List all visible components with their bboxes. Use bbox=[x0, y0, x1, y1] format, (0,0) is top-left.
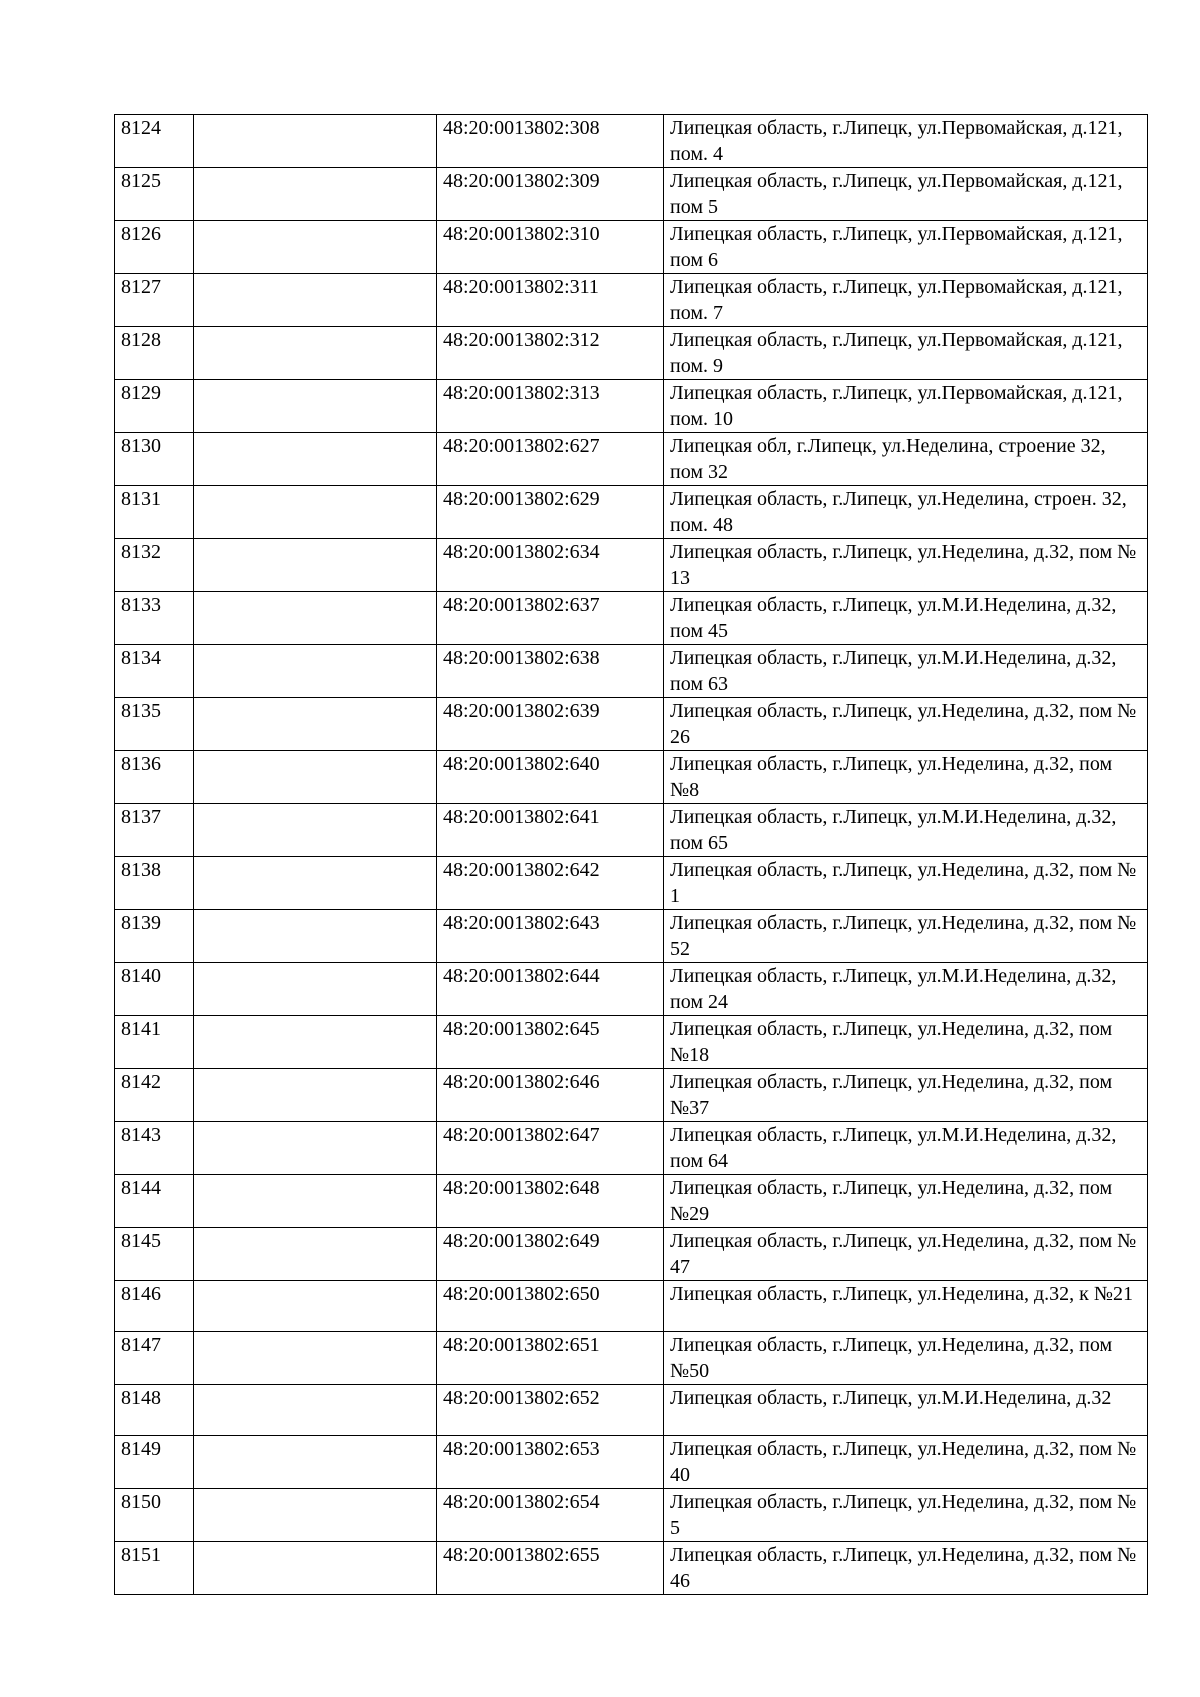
cadastral-number: 48:20:0013802:309 bbox=[437, 168, 664, 221]
empty-cell bbox=[194, 1385, 437, 1436]
cadastral-number: 48:20:0013802:313 bbox=[437, 380, 664, 433]
address: Липецкая область, г.Липецк, ул.Первомайская, д.121, пом. 9 bbox=[664, 327, 1148, 380]
cadastral-number: 48:20:0013802:646 bbox=[437, 1069, 664, 1122]
empty-cell bbox=[194, 1542, 437, 1595]
cadastral-number: 48:20:0013802:639 bbox=[437, 698, 664, 751]
cadastral-number: 48:20:0013802:644 bbox=[437, 963, 664, 1016]
table-row bbox=[115, 1016, 1148, 1069]
empty-cell bbox=[194, 804, 437, 857]
empty-cell bbox=[194, 1228, 437, 1281]
empty-cell bbox=[194, 327, 437, 380]
empty-cell bbox=[194, 1122, 437, 1175]
address: Липецкая область, г.Липецк, ул.Первомайская, д.121, пом. 7 bbox=[664, 274, 1148, 327]
cadastral-number: 48:20:0013802:637 bbox=[437, 592, 664, 645]
table-row bbox=[115, 1332, 1148, 1385]
address: Липецкая область, г.Липецк, ул.Первомайская, д.121, пом 6 bbox=[664, 221, 1148, 274]
row-number: 8139 bbox=[115, 910, 194, 963]
table-row bbox=[115, 804, 1148, 857]
address: Липецкая область, г.Липецк, ул.Неделина, д.32, пом №50 bbox=[664, 1332, 1148, 1385]
empty-cell bbox=[194, 115, 437, 168]
address: Липецкая область, г.Липецк, ул.Неделина, д.32, пом № 46 bbox=[664, 1542, 1148, 1595]
empty-cell bbox=[194, 1281, 437, 1332]
table-row bbox=[115, 1385, 1148, 1436]
row-number: 8149 bbox=[115, 1436, 194, 1489]
empty-cell bbox=[194, 1489, 437, 1542]
row-number: 8141 bbox=[115, 1016, 194, 1069]
address: Липецкая область, г.Липецк, ул.Неделина, д.32, пом №29 bbox=[664, 1175, 1148, 1228]
row-number: 8147 bbox=[115, 1332, 194, 1385]
empty-cell bbox=[194, 433, 437, 486]
cadastral-number: 48:20:0013802:308 bbox=[437, 115, 664, 168]
table-row bbox=[115, 910, 1148, 963]
row-number: 8127 bbox=[115, 274, 194, 327]
address: Липецкая область, г.Липецк, ул.М.И.Неделина, д.32, пом 63 bbox=[664, 645, 1148, 698]
cadastral-number: 48:20:0013802:649 bbox=[437, 1228, 664, 1281]
address: Липецкая область, г.Липецк, ул.Неделина, д.32, пом №37 bbox=[664, 1069, 1148, 1122]
table-row bbox=[115, 221, 1148, 274]
cadastral-number: 48:20:0013802:627 bbox=[437, 433, 664, 486]
address: Липецкая область, г.Липецк, ул.М.И.Неделина, д.32, пом 24 bbox=[664, 963, 1148, 1016]
empty-cell bbox=[194, 168, 437, 221]
table-row bbox=[115, 645, 1148, 698]
table-row bbox=[115, 274, 1148, 327]
row-number: 8144 bbox=[115, 1175, 194, 1228]
address: Липецкая область, г.Липецк, ул.М.И.Неделина, д.32, пом 65 bbox=[664, 804, 1148, 857]
address: Липецкая область, г.Липецк, ул.М.И.Неделина, д.32, пом 64 bbox=[664, 1122, 1148, 1175]
row-number: 8133 bbox=[115, 592, 194, 645]
row-number: 8150 bbox=[115, 1489, 194, 1542]
empty-cell bbox=[194, 1175, 437, 1228]
empty-cell bbox=[194, 1436, 437, 1489]
cadastral-number: 48:20:0013802:642 bbox=[437, 857, 664, 910]
cadastral-number: 48:20:0013802:643 bbox=[437, 910, 664, 963]
address: Липецкая область, г.Липецк, ул.М.И.Неделина, д.32 bbox=[664, 1385, 1148, 1436]
address: Липецкая область, г.Липецк, ул.Неделина, д.32, пом №18 bbox=[664, 1016, 1148, 1069]
table-row bbox=[115, 1281, 1148, 1332]
cadastral-number: 48:20:0013802:648 bbox=[437, 1175, 664, 1228]
cadastral-number: 48:20:0013802:645 bbox=[437, 1016, 664, 1069]
table-row bbox=[115, 1436, 1148, 1489]
row-number: 8131 bbox=[115, 486, 194, 539]
empty-cell bbox=[194, 645, 437, 698]
address: Липецкая область, г.Липецк, ул.Неделина, строен. 32, пом. 48 bbox=[664, 486, 1148, 539]
empty-cell bbox=[194, 910, 437, 963]
cadastral-number: 48:20:0013802:651 bbox=[437, 1332, 664, 1385]
address: Липецкая область, г.Липецк, ул.Неделина, д.32, пом № 40 bbox=[664, 1436, 1148, 1489]
table-row bbox=[115, 539, 1148, 592]
address: Липецкая обл, г.Липецк, ул.Неделина, строение 32, пом 32 bbox=[664, 433, 1148, 486]
cadastral-number: 48:20:0013802:312 bbox=[437, 327, 664, 380]
cadastral-number: 48:20:0013802:634 bbox=[437, 539, 664, 592]
cadastral-number: 48:20:0013802:653 bbox=[437, 1436, 664, 1489]
row-number: 8126 bbox=[115, 221, 194, 274]
row-number: 8140 bbox=[115, 963, 194, 1016]
table-row bbox=[115, 433, 1148, 486]
row-number: 8148 bbox=[115, 1385, 194, 1436]
row-number: 8130 bbox=[115, 433, 194, 486]
row-number: 8135 bbox=[115, 698, 194, 751]
address: Липецкая область, г.Липецк, ул.Первомайская, д.121, пом 5 bbox=[664, 168, 1148, 221]
table-row bbox=[115, 327, 1148, 380]
table-row bbox=[115, 1228, 1148, 1281]
empty-cell bbox=[194, 221, 437, 274]
cadastral-number: 48:20:0013802:640 bbox=[437, 751, 664, 804]
row-number: 8138 bbox=[115, 857, 194, 910]
row-number: 8151 bbox=[115, 1542, 194, 1595]
empty-cell bbox=[194, 1069, 437, 1122]
row-number: 8143 bbox=[115, 1122, 194, 1175]
row-number: 8145 bbox=[115, 1228, 194, 1281]
row-number: 8129 bbox=[115, 380, 194, 433]
cadastral-number: 48:20:0013802:641 bbox=[437, 804, 664, 857]
cadastral-number: 48:20:0013802:310 bbox=[437, 221, 664, 274]
table-row bbox=[115, 963, 1148, 1016]
row-number: 8125 bbox=[115, 168, 194, 221]
table-row bbox=[115, 1175, 1148, 1228]
table-row bbox=[115, 592, 1148, 645]
table-row bbox=[115, 751, 1148, 804]
table-row bbox=[115, 486, 1148, 539]
row-number: 8128 bbox=[115, 327, 194, 380]
empty-cell bbox=[194, 963, 437, 1016]
cadastral-number: 48:20:0013802:654 bbox=[437, 1489, 664, 1542]
row-number: 8146 bbox=[115, 1281, 194, 1332]
table-row bbox=[115, 1489, 1148, 1542]
empty-cell bbox=[194, 592, 437, 645]
cadastral-number: 48:20:0013802:311 bbox=[437, 274, 664, 327]
cadastral-number: 48:20:0013802:629 bbox=[437, 486, 664, 539]
row-number: 8142 bbox=[115, 1069, 194, 1122]
row-number: 8132 bbox=[115, 539, 194, 592]
registry-table bbox=[114, 114, 1148, 1595]
address: Липецкая область, г.Липецк, ул.Первомайская, д.121, пом. 10 bbox=[664, 380, 1148, 433]
cadastral-number: 48:20:0013802:655 bbox=[437, 1542, 664, 1595]
address: Липецкая область, г.Липецк, ул.Неделина, д.32, пом № 1 bbox=[664, 857, 1148, 910]
table-row bbox=[115, 380, 1148, 433]
empty-cell bbox=[194, 539, 437, 592]
address: Липецкая область, г.Липецк, ул.М.И.Неделина, д.32, пом 45 bbox=[664, 592, 1148, 645]
row-number: 8124 bbox=[115, 115, 194, 168]
empty-cell bbox=[194, 1332, 437, 1385]
cadastral-number: 48:20:0013802:652 bbox=[437, 1385, 664, 1436]
table-row bbox=[115, 1069, 1148, 1122]
table-row bbox=[115, 857, 1148, 910]
table-row bbox=[115, 168, 1148, 221]
empty-cell bbox=[194, 751, 437, 804]
table-row bbox=[115, 1542, 1148, 1595]
empty-cell bbox=[194, 486, 437, 539]
cadastral-number: 48:20:0013802:650 bbox=[437, 1281, 664, 1332]
table-row bbox=[115, 1122, 1148, 1175]
empty-cell bbox=[194, 1016, 437, 1069]
table-row bbox=[115, 698, 1148, 751]
table-row bbox=[115, 115, 1148, 168]
address: Липецкая область, г.Липецк, ул.Неделина, д.32, пом №8 bbox=[664, 751, 1148, 804]
cadastral-number: 48:20:0013802:638 bbox=[437, 645, 664, 698]
row-number: 8136 bbox=[115, 751, 194, 804]
address: Липецкая область, г.Липецк, ул.Первомайская, д.121, пом. 4 bbox=[664, 115, 1148, 168]
address: Липецкая область, г.Липецк, ул.Неделина, д.32, пом № 47 bbox=[664, 1228, 1148, 1281]
row-number: 8137 bbox=[115, 804, 194, 857]
empty-cell bbox=[194, 698, 437, 751]
empty-cell bbox=[194, 380, 437, 433]
empty-cell bbox=[194, 857, 437, 910]
cadastral-number: 48:20:0013802:647 bbox=[437, 1122, 664, 1175]
address: Липецкая область, г.Липецк, ул.Неделина, д.32, пом № 5 bbox=[664, 1489, 1148, 1542]
empty-cell bbox=[194, 274, 437, 327]
registry-table-body bbox=[115, 115, 1148, 1595]
address: Липецкая область, г.Липецк, ул.Неделина, д.32, пом № 26 bbox=[664, 698, 1148, 751]
address: Липецкая область, г.Липецк, ул.Неделина, д.32, к №21 bbox=[664, 1281, 1148, 1332]
row-number: 8134 bbox=[115, 645, 194, 698]
address: Липецкая область, г.Липецк, ул.Неделина, д.32, пом № 52 bbox=[664, 910, 1148, 963]
address: Липецкая область, г.Липецк, ул.Неделина, д.32, пом № 13 bbox=[664, 539, 1148, 592]
